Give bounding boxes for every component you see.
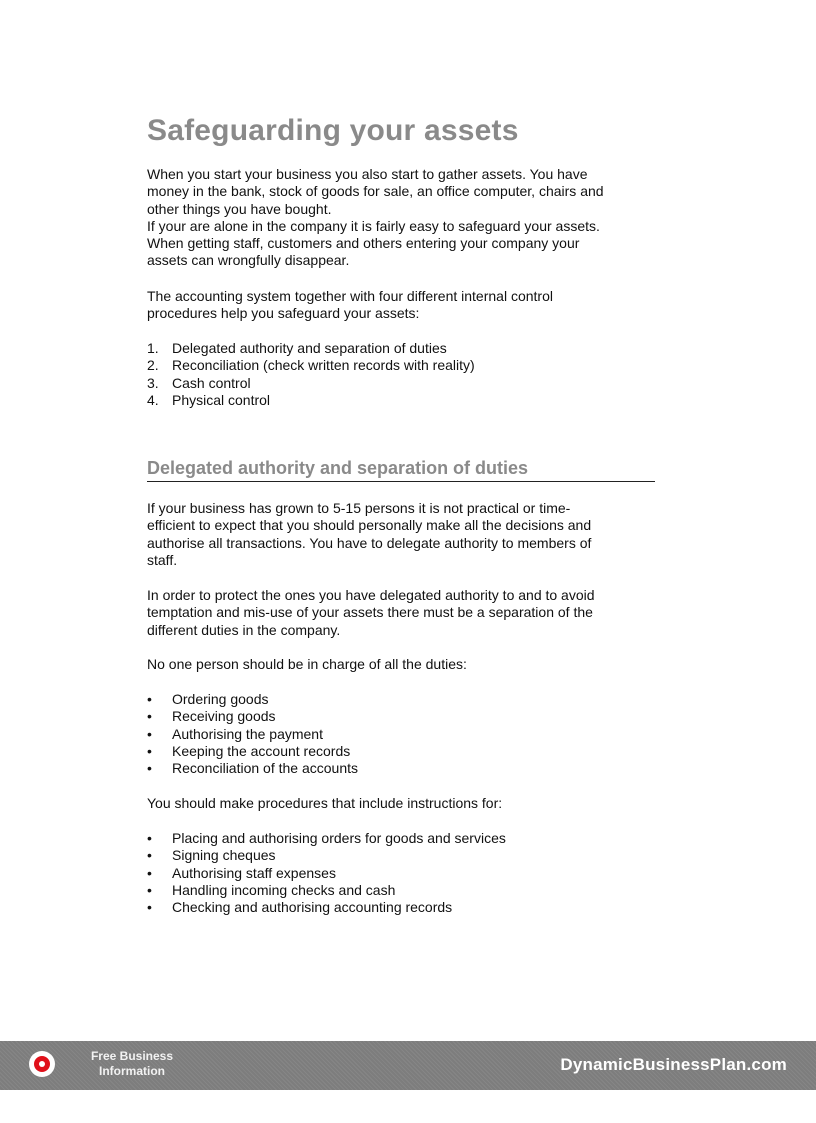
list-item-text: Keeping the account records [172, 742, 351, 759]
growth-line: authorise all transactions. You have to delegate authority to members of [147, 534, 592, 551]
procedures-list [147, 340, 647, 409]
growth-paragraph [147, 500, 647, 569]
list-item [147, 357, 647, 374]
intro-paragraph [147, 166, 647, 270]
intro-line: When getting staff, customers and others entering your company your [147, 235, 580, 252]
growth-line: efficient to expect that you should personally make all the decisions and [147, 517, 592, 534]
list-item [147, 899, 647, 916]
list-item [147, 340, 647, 357]
instructions-list [147, 830, 647, 916]
bullet: • [147, 899, 152, 916]
list-number: 3. [147, 374, 159, 391]
bullet: • [147, 881, 152, 898]
bullet: • [147, 760, 152, 777]
list-item [147, 830, 647, 847]
list-item-text: Placing and authorising orders for goods and services [172, 830, 506, 846]
footer-site-link[interactable]: DynamicBusinessPlan.com [560, 1055, 787, 1074]
list-item [147, 375, 647, 392]
bullet: • [147, 847, 152, 864]
list-item [147, 708, 647, 725]
accounting-line: The accounting system together with four different internal control [147, 288, 553, 304]
intro-line: If your are alone in the company it is fairly easy to safeguard your assets. [147, 217, 600, 234]
duties-intro-block [147, 656, 647, 673]
list-number: 4. [147, 391, 159, 408]
growth-line: If your business has grown to 5-15 persons it is not practical or time- [147, 500, 571, 516]
list-item-text: Handling incoming checks and cash [172, 881, 396, 898]
list-item [147, 882, 647, 899]
list-item [147, 743, 647, 760]
footer-banner [0, 1041, 816, 1090]
bullet: • [147, 742, 152, 759]
intro-line: When you start your business you also start to gather assets. You have [147, 166, 588, 182]
procedures-intro: You should make procedures that include instructions for: [147, 795, 503, 811]
list-item [147, 865, 647, 882]
protect-line: different duties in the company. [147, 621, 341, 638]
bullet: • [147, 864, 152, 881]
bullet: • [147, 708, 152, 725]
bullet: • [147, 725, 152, 742]
procedures-list-container [147, 340, 647, 409]
intro-line: assets can wrongfully disappear. [147, 252, 350, 269]
list-item [147, 847, 647, 864]
page-title: Safeguarding your assets [147, 114, 519, 147]
list-item-text: Reconciliation of the accounts [172, 760, 358, 777]
intro-line: other things you have bought. [147, 200, 332, 217]
bullet: • [147, 691, 152, 707]
protect-line: temptation and mis-use of your assets there must be a separation of the [147, 604, 593, 621]
footer-tagline [84, 1049, 180, 1079]
section-heading: Delegated authority and separation of duties [147, 456, 655, 482]
list-item-text: Checking and authorising accounting records [172, 899, 453, 916]
duties-list-container [147, 691, 647, 777]
list-item-text: Authorising staff expenses [172, 864, 336, 881]
list-item-text: Signing cheques [172, 847, 276, 864]
bullet: • [147, 830, 152, 846]
list-item-text: Cash control [172, 374, 251, 391]
growth-line: staff. [147, 551, 178, 568]
list-item-text: Physical control [172, 391, 271, 408]
footer-tagline-line: Free Business [90, 1049, 174, 1063]
list-item-text: Ordering goods [172, 691, 269, 707]
protect-line: In order to protect the ones you have delegated authority to and to avoid [147, 587, 595, 603]
list-number: 2. [147, 357, 159, 374]
list-item [147, 726, 647, 743]
list-item-text: Authorising the payment [172, 725, 323, 742]
list-item [147, 760, 647, 777]
logo-icon [29, 1051, 55, 1077]
duties-intro: No one person should be in charge of all the duties: [147, 656, 467, 672]
logo-red-circle [34, 1056, 50, 1072]
accounting-paragraph [147, 288, 647, 323]
protect-paragraph [147, 587, 647, 639]
intro-line: money in the bank, stock of goods for sale, an office computer, chairs and [147, 183, 604, 200]
list-item-text: Delegated authority and separation of duties [172, 340, 447, 356]
list-item-text: Reconciliation (check written records with reality) [172, 357, 475, 374]
instructions-list-container [147, 830, 647, 916]
footer-tagline-line: Information [99, 1064, 165, 1078]
duties-list [147, 691, 647, 777]
list-item [147, 691, 647, 708]
list-item-text: Receiving goods [172, 708, 276, 725]
procedures-intro-block [147, 795, 647, 812]
accounting-line: procedures help you safeguard your assets: [147, 305, 420, 322]
logo-center-dot [39, 1061, 45, 1067]
list-number: 1. [147, 340, 159, 356]
list-item [147, 392, 647, 409]
